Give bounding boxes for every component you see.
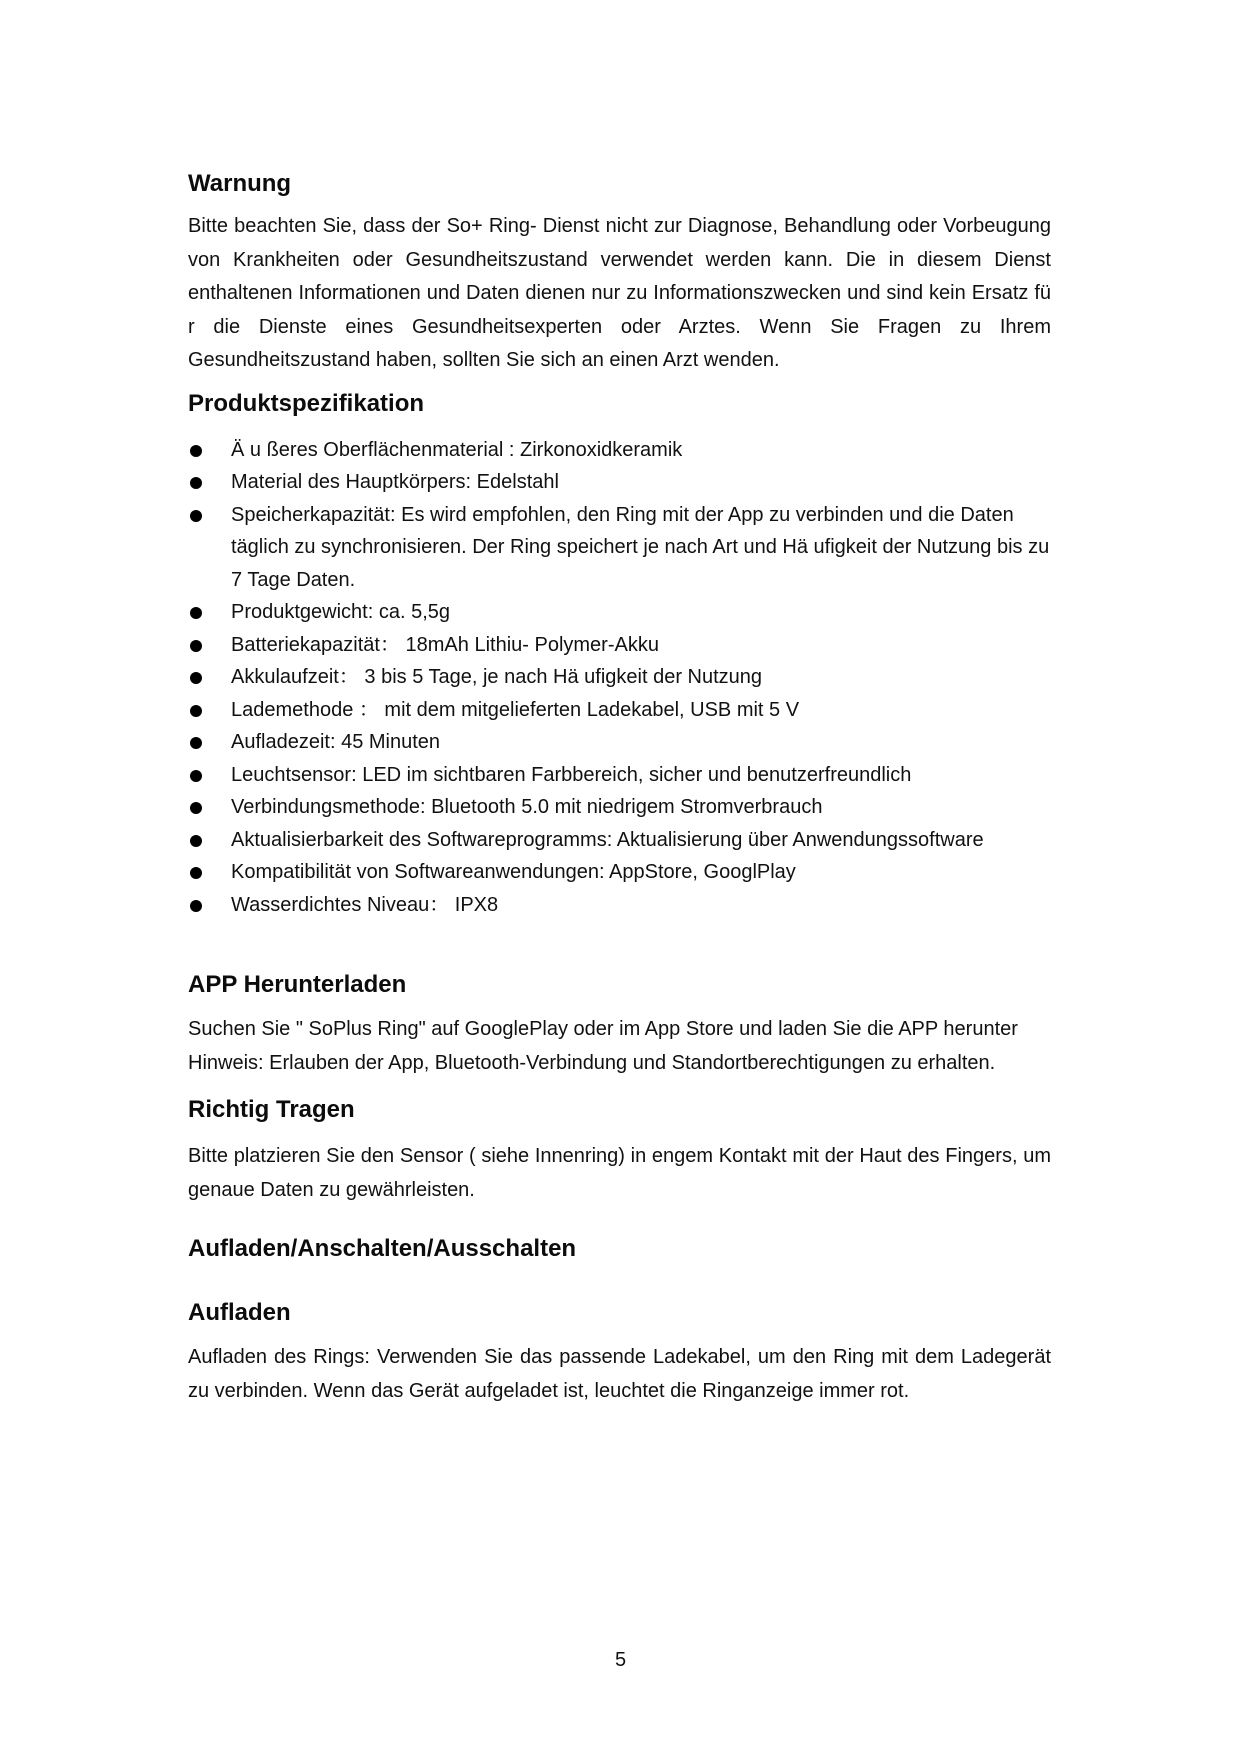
spec-item: Produktgewicht: ca. 5,5g — [188, 596, 1051, 629]
bullet-icon — [190, 867, 202, 879]
bullet-icon — [190, 770, 202, 782]
app-text: Suchen Sie " SoPlus Ring" auf GooglePlay oder im App Store und laden Sie die APP herunter — [188, 1018, 1018, 1040]
bullet-icon — [190, 445, 202, 457]
bullet-icon — [190, 510, 202, 522]
spec-item: Aufladezeit: 45 Minuten — [188, 726, 1051, 759]
spec-item: Lademethode ： mit dem mitgelieferten Ladekabel, USB mit 5 V — [188, 694, 1051, 727]
heading-aufladen: Aufladen — [188, 1299, 291, 1326]
spec-item: Wasserdichtes Niveau： IPX8 — [188, 889, 1051, 922]
spec-item: Aktualisierbarkeit des Softwareprogramms: Aktualisierung über Anwendungssoftware — [188, 824, 1051, 857]
heading-produktspezifikation: Produktspezifikation — [188, 389, 425, 417]
aufladen-text: Aufladen des Rings: Verwenden Sie das passende Ladekabel, um den Ring mit dem Ladegerät zu verbinden. Wenn das Gerät aufgeladet ist, leuchtet die Ringanzeige immer rot. — [188, 1346, 1051, 1402]
bullet-icon — [190, 672, 202, 684]
bullet-icon — [190, 477, 202, 489]
bullet-icon — [190, 737, 202, 749]
spec-item: Kompatibilität von Softwareanwendungen: AppStore, GooglPlay — [188, 856, 1051, 889]
bullet-icon — [190, 705, 202, 717]
spec-item: Akkulaufzeit： 3 bis 5 Tage, je nach Hä ufigkeit der Nutzung — [188, 661, 1051, 694]
page-content — [188, 168, 1051, 1408]
spec-item: Verbindungsmethode: Bluetooth 5.0 mit niedrigem Stromverbrauch — [188, 791, 1051, 824]
spec-item: Batteriekapazität： 18mAh Lithiu- Polymer-Akku — [188, 629, 1051, 662]
heading-aufladen-anschalten-ausschalten: Aufladen/Anschalten/Ausschalten — [188, 1235, 577, 1262]
app-hinweis: Hinweis: Erlauben der App, Bluetooth-Verbindung und Standortberechtigungen zu erhalten. — [188, 1051, 996, 1074]
heading-warnung: Warnung — [188, 170, 292, 197]
warnung-text: Bitte beachten Sie, dass der So+ Ring- Dienst nicht zur Diagnose, Behandlung oder Vorbeugung von Krankheiten oder Gesundheitszustand verwendet werden kann. Die in diesem Dienst enthaltenen Informationen und Daten dienen nur zu Informationszwecken und sind kein Ersatz fü r die Dienste eines Gesundheitsexperten oder Arztes. Wenn Sie Fragen zu Ihrem Gesundheitszustand haben, sollten Sie sich an einen Arzt wenden. — [188, 215, 1051, 371]
spec-item: Material des Hauptkörpers: Edelstahl — [188, 466, 1051, 499]
heading-richtig-tragen: Richtig Tragen — [188, 1096, 355, 1123]
bullet-icon — [190, 640, 202, 652]
bullet-icon — [190, 835, 202, 847]
bullet-icon — [190, 900, 202, 912]
bullet-icon — [190, 802, 202, 814]
tragen-text: Bitte platzieren Sie den Sensor ( siehe Innenring) in engem Kontakt mit der Haut des Fingers, um genaue Daten zu gewährleisten. — [188, 1145, 1051, 1201]
page-number: 5 — [614, 1649, 627, 1671]
bullet-icon — [190, 607, 202, 619]
spec-list — [188, 434, 1051, 922]
spec-item: Leuchtsensor: LED im sichtbaren Farbbereich, sicher und benutzerfreundlich — [188, 759, 1051, 792]
spec-item: Speicherkapazität: Es wird empfohlen, den Ring mit der App zu verbinden und die Daten täglich zu synchronisieren. Der Ring speichert je nach Art und Hä ufigkeit der Nutzung bis zu 7 Tage Daten. — [188, 499, 1051, 597]
spec-item: Ä u ßeres Oberflächenmaterial : Zirkonoxidkeramik — [188, 434, 1051, 467]
heading-app-herunterladen: APP Herunterladen — [188, 971, 407, 998]
